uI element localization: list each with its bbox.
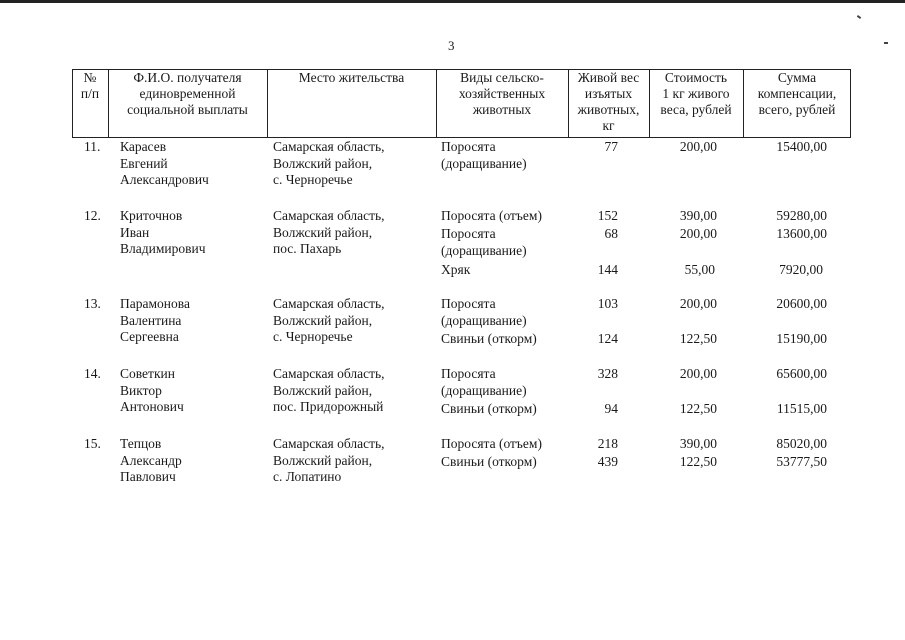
live-weight: 144 [597,262,618,277]
compensation-sum: 59280,00 [776,208,827,223]
residence: Самарская область, Волжский район, с. Черноречье [273,296,385,344]
price-per-kg: 122,50 [679,401,717,416]
header-animal-type: Виды сельско- хозяйственных животных [458,70,546,117]
live-weight: 68 [604,226,618,241]
residence: Самарская область, Волжский район, пос. Пахарь [273,208,385,256]
header-price: Стоимость 1 кг живого веса, рублей [660,70,732,117]
recipient-name: Парамонова Валентина Сергеевна [120,296,190,344]
compensation-sum: 11515,00 [776,401,827,416]
header-residence: Место жительства [298,70,405,85]
compensation-sum: 15190,00 [776,331,827,346]
animal-type: Поросята (отъем) [441,208,542,223]
animal-type: Хряк [441,262,471,277]
recipient-name: Карасев Евгений Александрович [120,139,209,187]
live-weight: 218 [597,436,618,451]
row-number: 12. [84,208,101,223]
price-per-kg: 390,00 [679,436,717,451]
live-weight: 439 [597,454,618,469]
live-weight: 152 [597,208,618,223]
recipient-name: Криточнов Иван Владимирович [120,208,206,256]
price-per-kg: 122,50 [679,331,717,346]
price-per-kg: 200,00 [679,366,717,381]
header-name: Ф.И.О. получателя единовременной социальной выплаты [127,70,248,117]
compensation-sum: 20600,00 [776,296,827,311]
scan-speck [857,15,861,19]
recipient-name: Тепцов Александр Павлович [120,436,182,484]
price-per-kg: 200,00 [679,139,717,154]
compensation-sum: 7920,00 [779,262,823,277]
animal-type: Поросята (доращивание) [441,226,527,258]
scan-speck [884,42,888,44]
price-per-kg: 55,00 [684,262,715,277]
animal-type: Поросята (доращивание) [441,139,527,171]
price-per-kg: 122,50 [679,454,717,469]
animal-type: Поросята (доращивание) [441,296,527,328]
scan-top-border [0,0,905,3]
live-weight: 94 [604,401,618,416]
residence: Самарская область, Волжский район, пос. Придорожный [273,366,385,414]
row-number: 15. [84,436,101,451]
animal-type: Поросята (отъем) [441,436,542,451]
animal-type: Свиньи (откорм) [441,454,537,469]
live-weight: 328 [597,366,618,381]
row-number: 14. [84,366,101,381]
price-per-kg: 390,00 [679,208,717,223]
live-weight: 77 [604,139,618,154]
compensation-sum: 15400,00 [776,139,827,154]
price-per-kg: 200,00 [679,296,717,311]
row-number: 11. [84,139,101,154]
header-num: № п/п [80,70,100,101]
live-weight: 103 [597,296,618,311]
compensation-sum: 53777,50 [776,454,827,469]
header-live-weight: Живой вес изъятых животных, кг [577,70,640,133]
row-number: 13. [84,296,101,311]
compensation-sum: 65600,00 [776,366,827,381]
animal-type: Поросята (доращивание) [441,366,527,398]
page-number: 3 [448,38,455,53]
live-weight: 124 [597,331,618,346]
residence: Самарская область, Волжский район, с. Лопатино [273,436,385,484]
compensation-sum: 13600,00 [776,226,827,241]
residence: Самарская область, Волжский район, с. Черноречье [273,139,385,187]
recipient-name: Советкин Виктор Антонович [120,366,184,414]
header-sum: Сумма компенсации, всего, рублей [757,70,837,117]
price-per-kg: 200,00 [679,226,717,241]
animal-type: Свиньи (откорм) [441,331,537,346]
compensation-sum: 85020,00 [776,436,827,451]
animal-type: Свиньи (откорм) [441,401,537,416]
